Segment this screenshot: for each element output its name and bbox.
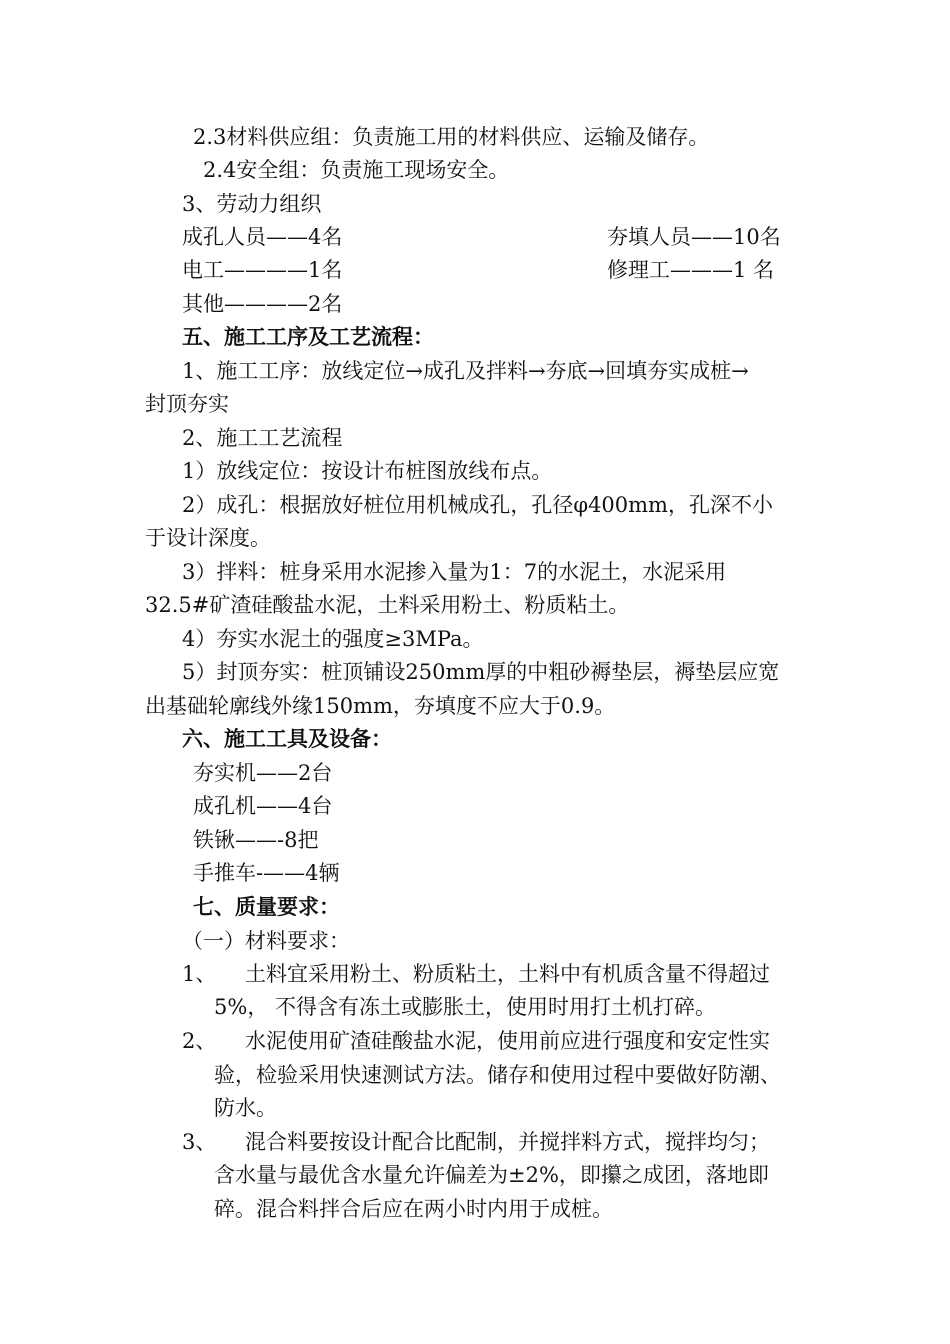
item-2-line1: 水泥使用矿渣硅酸盐水泥，使用前应进行强度和安定性实 bbox=[245, 1029, 770, 1053]
item-2-line2: 验，检验采用快速测试方法。储存和使用过程中要做好防潮、 bbox=[214, 1063, 781, 1087]
section-5-heading: 五、施工工序及工艺流程： bbox=[182, 324, 434, 349]
labor-row2-left: 电工————1名 bbox=[182, 258, 343, 282]
item-3-line3: 碎。混合料拌合后应在两小时内用于成桩。 bbox=[214, 1197, 613, 1221]
s5-p1-line2: 封顶夯实 bbox=[145, 392, 229, 416]
item-1-line2: 5%， 不得含有冻土或膨胀土，使用时用打土机打碎。 bbox=[214, 995, 716, 1019]
labor-row1-left: 成孔人员——4名 bbox=[182, 225, 343, 249]
s5-p3: 1）放线定位：按设计布桩图放线布点。 bbox=[182, 459, 553, 483]
equipment-tamper: 夯实机——2台 bbox=[193, 761, 333, 785]
item-3-number: 3、 bbox=[182, 1130, 217, 1154]
item-3-line2: 含水量与最优含水量允许偏差为±2%，即攥之成团，落地即 bbox=[214, 1163, 769, 1187]
item-1-number: 1、 bbox=[182, 962, 217, 986]
s5-p7-line1: 5）封顶夯实：桩顶铺设250mm厚的中粗砂褥垫层，褥垫层应宽 bbox=[182, 660, 780, 684]
item-2-line3: 防水。 bbox=[214, 1096, 277, 1120]
s7-subheading: （一）材料要求： bbox=[182, 929, 350, 953]
s5-p4-line2: 于设计深度。 bbox=[145, 526, 271, 550]
org-line-material: 2.3材料供应组：负责施工用的材料供应、运输及储存。 bbox=[193, 125, 710, 149]
labor-row3-left: 其他————2名 bbox=[182, 292, 343, 316]
labor-row2-right: 修理工———1 名 bbox=[607, 258, 775, 282]
org-line-safety: 2.4安全组：负责施工现场安全。 bbox=[203, 158, 510, 182]
s5-p6: 4）夯实水泥土的强度≥3MPa。 bbox=[182, 627, 484, 651]
s5-p7-line2: 出基础轮廓线外缘150mm，夯填度不应大于0.9。 bbox=[145, 694, 616, 718]
section-6-heading: 六、施工工具及设备： bbox=[182, 726, 392, 751]
labor-row1-right: 夯填人员——10名 bbox=[607, 225, 781, 249]
item-3-line1: 混合料要按设计配合比配制，并搅拌料方式，搅拌均匀； bbox=[245, 1130, 770, 1154]
item-2-number: 2、 bbox=[182, 1029, 217, 1053]
section-7-heading: 七、质量要求： bbox=[193, 894, 340, 919]
item-1-line1: 土料宜采用粉土、粉质粘土，土料中有机质含量不得超过 bbox=[245, 962, 770, 986]
s5-p2: 2、施工工艺流程 bbox=[182, 426, 343, 450]
s5-p4-line1: 2）成孔：根据放好桩位用机械成孔，孔径φ400mm，孔深不小 bbox=[182, 493, 773, 517]
labor-title: 3、劳动力组织 bbox=[182, 192, 322, 216]
equipment-drill: 成孔机——4台 bbox=[193, 794, 333, 818]
s5-p1-line1: 1、施工工序：放线定位→成孔及拌料→夯底→回填夯实成桩→ bbox=[182, 359, 749, 383]
equipment-shovel: 铁锹——-8把 bbox=[193, 828, 319, 852]
s5-p5-line2: 32.5#矿渣硅酸盐水泥，土料采用粉土、粉质粘土。 bbox=[145, 593, 630, 617]
equipment-cart: 手推车-——4辆 bbox=[193, 861, 340, 885]
s5-p5-line1: 3）拌料：桩身采用水泥掺入量为1：7的水泥土，水泥采用 bbox=[182, 560, 727, 584]
